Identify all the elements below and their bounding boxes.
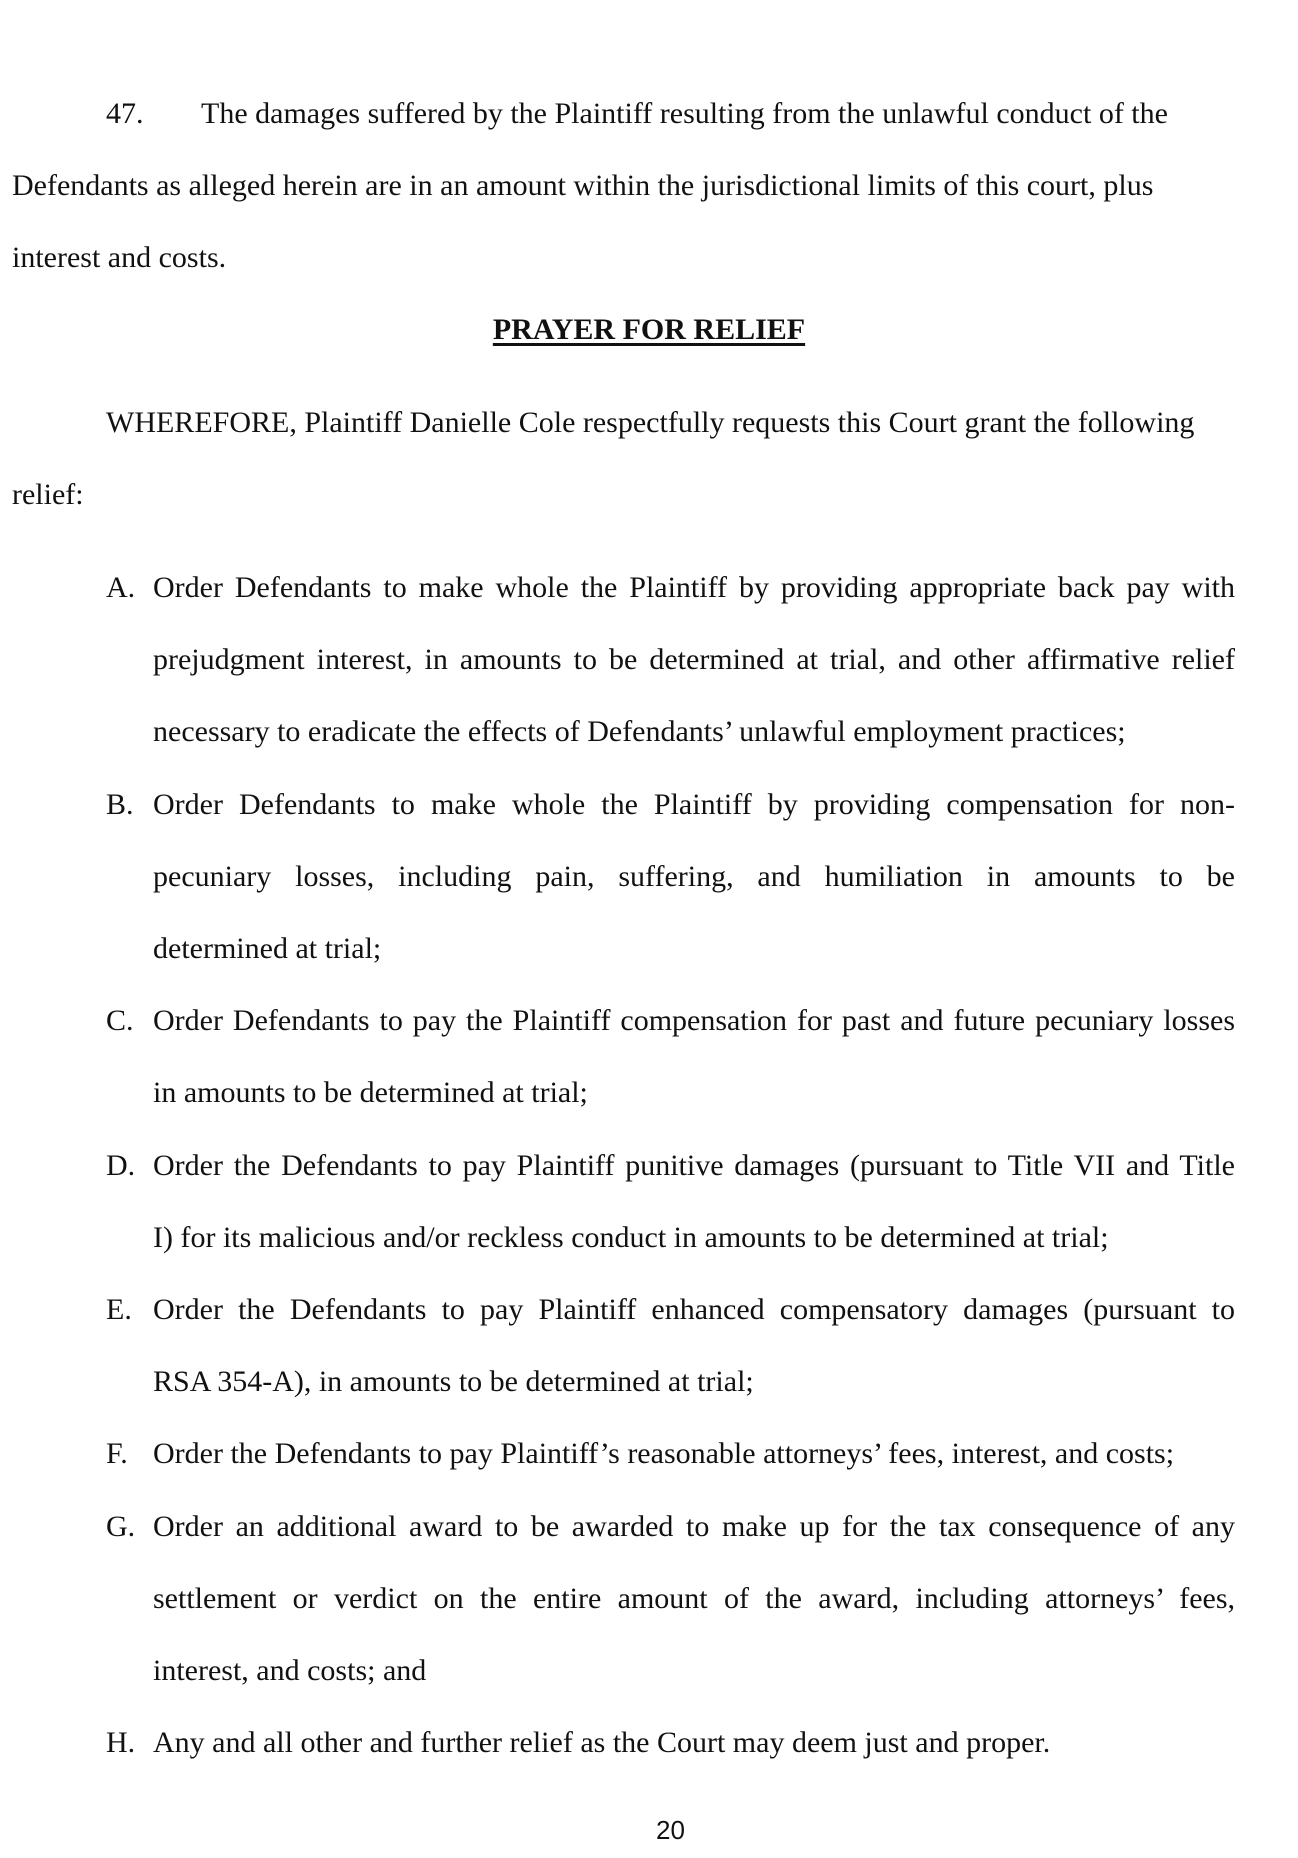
list-item-line: necessary to eradicate the effects of Defendants’ unlawful employment practices; [153,715,1126,748]
list-item-line: Order Defendants to pay the Plaintiff compensation for past and future pecuniary losses [153,1004,1235,1037]
list-item-line: Any and all other and further relief as the Court may deem just and proper. [153,1726,1051,1759]
list-item-line: Order the Defendants to pay Plaintiff punitive damages (pursuant to Title VII and Title [153,1149,1235,1182]
paragraph-text-line: Defendants as alleged herein are in an amount within the jurisdictional limits of this court, plus [12,169,1154,202]
list-item-line: prejudgment interest, in amounts to be determined at trial, and other affirmative relief [153,643,1235,676]
list-item-line: RSA 354-A), in amounts to be determined at trial; [153,1365,754,1398]
list-item-letter: F. [106,1437,128,1470]
paragraph-text-line: interest and costs. [12,241,227,274]
list-item-line: Order Defendants to make whole the Plaintiff by providing appropriate back pay with [153,571,1235,604]
list-item-letter: H. [106,1726,136,1759]
paragraph-number: 47. [106,97,144,130]
list-item-line: in amounts to be determined at trial; [153,1076,588,1109]
list-item-line: Order Defendants to make whole the Plaintiff by providing compensation for non- [153,788,1235,821]
list-item-letter: C. [106,1004,134,1037]
paragraph-text-line: The damages suffered by the Plaintiff resulting from the unlawful conduct of the [201,97,1168,130]
list-item-letter: D. [106,1149,136,1182]
page-number: 20 [656,1815,685,1845]
list-item-line: Order the Defendants to pay Plaintiff’s reasonable attorneys’ fees, interest, and costs; [153,1437,1175,1470]
list-item-line: settlement or verdict on the entire amount of the award, including attorneys’ fees, [153,1582,1235,1615]
list-item-line: determined at trial; [153,932,382,965]
wherefore-text-line: WHEREFORE, Plaintiff Danielle Cole respectfully requests this Court grant the following [106,406,1195,439]
list-item-letter: G. [106,1510,136,1543]
list-item-line: I) for its malicious and/or reckless conduct in amounts to be determined at trial; [153,1221,1109,1254]
list-item-letter: A. [106,571,136,604]
list-item-line: pecuniary losses, including pain, suffering, and humiliation in amounts to be [153,860,1235,893]
list-item-line: interest, and costs; and [153,1654,427,1687]
wherefore-text-line: relief: [12,478,84,511]
list-item-letter: E. [106,1293,132,1326]
list-item-line: Order the Defendants to pay Plaintiff enhanced compensatory damages (pursuant to [153,1293,1235,1326]
list-item-letter: B. [106,788,134,821]
list-item-line: Order an additional award to be awarded to make up for the tax consequence of any [153,1510,1235,1543]
section-heading: PRAYER FOR RELIEF [492,313,806,346]
